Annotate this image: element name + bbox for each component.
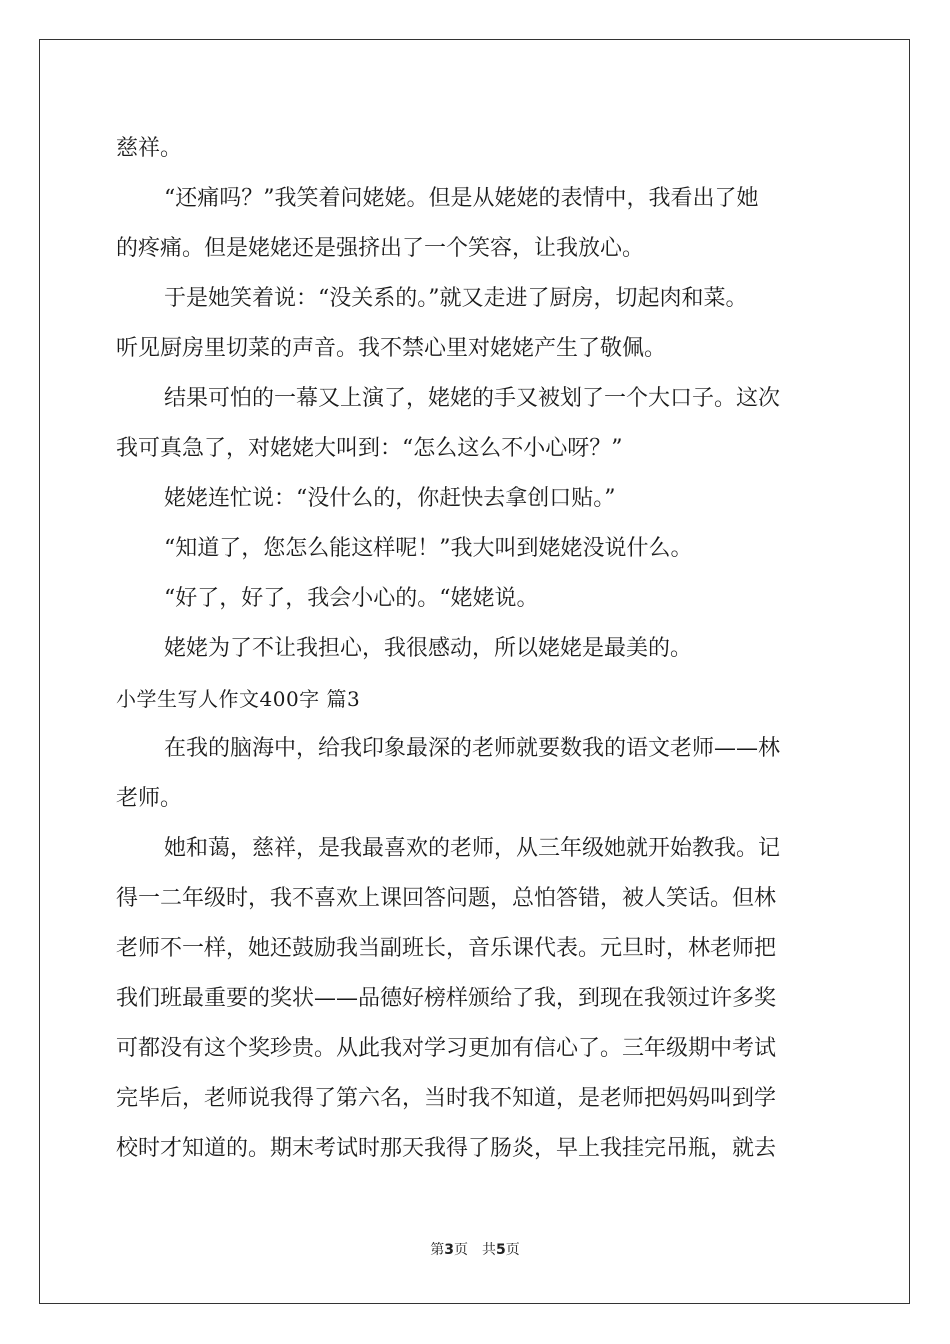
page-prefix: 第 bbox=[430, 1242, 445, 1258]
total-suffix: 页 bbox=[505, 1242, 520, 1258]
text-line: 可都没有这个奖珍贵。从此我对学习更加有信心了。三年级期中考试 bbox=[116, 1036, 777, 1061]
text-line: 姥姥连忙说：“没什么的，你赶快去拿创口贴。” bbox=[164, 486, 616, 511]
page-number-label bbox=[430, 1242, 468, 1258]
text-line: “还痛吗？”我笑着问姥姥。但是从姥姥的表情中，我看出了她 bbox=[164, 186, 759, 211]
text-line: 老师。 bbox=[116, 786, 183, 811]
text-line: 于是她笑着说：“没关系的。”就又走进了厨房，切起肉和菜。 bbox=[164, 286, 748, 311]
total-prefix: 共 bbox=[482, 1242, 496, 1258]
text-line: “知道了，您怎么能这样呢！”我大叫到姥姥没说什么。 bbox=[164, 536, 693, 561]
text-line: 我们班最重要的奖状——品德好榜样颁给了我，到现在我领过许多奖 bbox=[116, 986, 777, 1011]
text-line: 得一二年级时，我不喜欢上课回答问题，总怕答错，被人笑话。但林 bbox=[116, 886, 777, 911]
text-line: 慈祥。 bbox=[116, 136, 183, 161]
text-line: 结果可怕的一幕又上演了，姥姥的手又被划了一个大口子。这次 bbox=[164, 386, 781, 411]
text-line: 校时才知道的。期末考试时那天我得了肠炎，早上我挂完吊瓶，就去 bbox=[116, 1136, 777, 1161]
document-body bbox=[116, 124, 836, 1174]
text-line: 姥姥为了不让我担心，我很感动，所以姥姥是最美的。 bbox=[164, 636, 693, 661]
text-line: 听见厨房里切菜的声音。我不禁心里对姥姥产生了敬佩。 bbox=[116, 336, 667, 361]
text-line: 老师不一样，她还鼓励我当副班长，音乐课代表。元旦时，林老师把 bbox=[116, 936, 777, 961]
page-footer bbox=[0, 1240, 950, 1260]
page-suffix: 页 bbox=[454, 1242, 468, 1258]
total-pages-label bbox=[482, 1242, 520, 1258]
text-line: “好了，好了，我会小心的。“姥姥说。 bbox=[164, 586, 539, 611]
page-number: 3 bbox=[444, 1242, 454, 1258]
total-pages: 5 bbox=[496, 1242, 506, 1258]
section-heading: 小学生写人作文400字 篇3 bbox=[116, 687, 361, 711]
text-line: 的疼痛。但是姥姥还是强挤出了一个笑容，让我放心。 bbox=[116, 236, 645, 261]
text-line: 完毕后，老师说我得了第六名，当时我不知道，是老师把妈妈叫到学 bbox=[116, 1086, 777, 1111]
text-line: 她和蔼，慈祥，是我最喜欢的老师，从三年级她就开始教我。记 bbox=[164, 836, 781, 861]
text-line: 我可真急了，对姥姥大叫到：“怎么这么不小心呀？” bbox=[116, 436, 623, 461]
text-line: 在我的脑海中，给我印象最深的老师就要数我的语文老师——林 bbox=[164, 736, 781, 761]
